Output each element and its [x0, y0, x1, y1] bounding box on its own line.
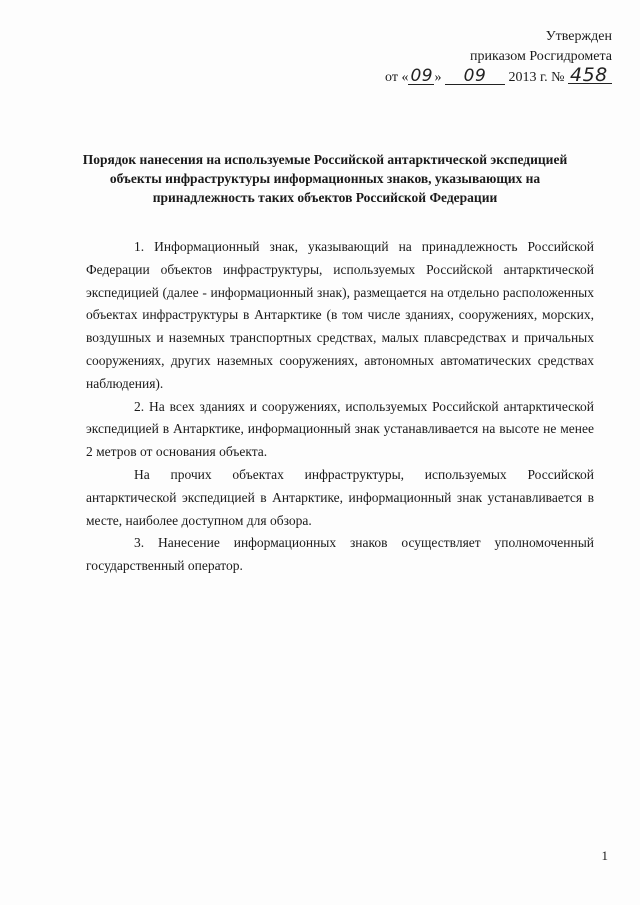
title-line-2: объекты инфраструктуры информационных знаков, указывающих на: [109, 171, 541, 186]
handwritten-order-number: 458: [568, 67, 612, 84]
handwritten-day: 09: [410, 66, 434, 86]
date-separator: »: [434, 70, 442, 85]
approval-line-order: приказом Росгидромета: [470, 49, 612, 64]
date-year: 2013 г. №: [508, 70, 565, 85]
paragraph-4: 3. Нанесение информационных знаков осуществляет уполномоченный государственный оператор.: [86, 535, 594, 574]
handwritten-month: 09: [445, 68, 505, 85]
title-line-1: Порядок нанесения на используемые Российской антарктической экспедицией: [82, 152, 568, 167]
date-prefix: от «: [385, 70, 409, 85]
approval-line-approved: Утвержден: [545, 29, 612, 44]
approval-block: [382, 27, 612, 88]
document-body: [86, 236, 594, 578]
paragraph-1: 1. Информационный знак, указывающий на принадлежность Российской Федерации объектов инфраструктуры, используемых Российской антарктической экспедицией (далее - информационный знак), размещается на отдельно расположенных объектах инфраструктуры в Антарктике (в том числе зданиях, сооружениях, морских, воздушных и наземных транспортных средствах, малых плавсредствах и причальных сооружениях, других наземных сооружениях, автономных автоматических средствах наблюдения).: [86, 239, 594, 391]
paragraph-3: На прочих объектах инфраструктуры, используемых Российской антарктической экспедицией в Антарктике, информационный знак устанавливается в месте, наиболее доступном для обзора.: [86, 466, 594, 528]
document-title: [60, 150, 590, 207]
paragraph-2: 2. На всех зданиях и сооружениях, используемых Российской антарктической экспедицией в Антарктике, информационный знак устанавливается на высоте не менее 2 метров от основания объекта.: [86, 398, 594, 460]
page-number: 1: [601, 848, 608, 863]
approval-line-date: [382, 64, 612, 88]
title-line-3: принадлежность таких объектов Российской Федерации: [152, 190, 498, 205]
